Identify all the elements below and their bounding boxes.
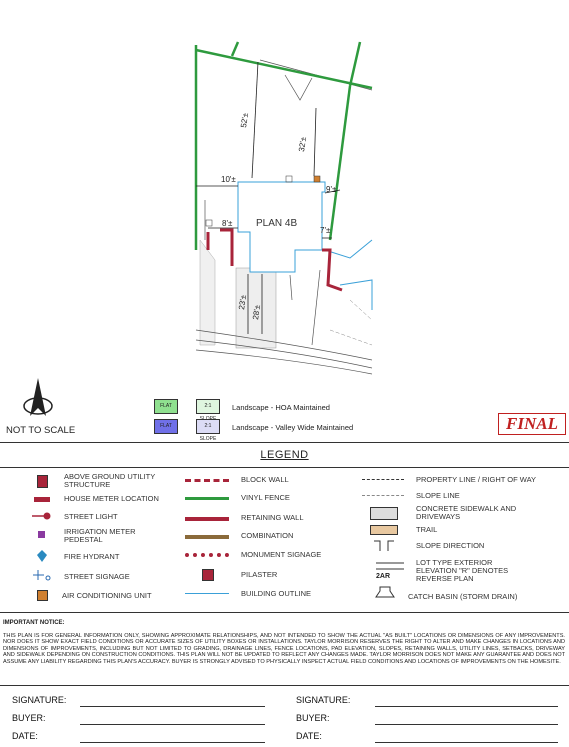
- legend-sidewalk: CONCRETE SIDEWALK AND DRIVEWAYS: [416, 504, 517, 521]
- flat-green-swatch: FLAT: [154, 399, 178, 414]
- legend-irrigation-meter: IRRIGATION METER PEDESTAL: [64, 527, 136, 544]
- legend-ac-unit: AIR CONDITIONING UNIT: [62, 591, 152, 600]
- buyer-label-2: BUYER:: [296, 713, 330, 723]
- dim-23: 23'±: [237, 294, 249, 311]
- final-stamp: FINAL: [498, 413, 566, 435]
- signature-field-2[interactable]: [375, 706, 558, 707]
- dim-10: 10'±: [221, 175, 236, 184]
- legend-title: LEGEND: [260, 449, 309, 461]
- lot-type-sample: 2AR: [376, 573, 391, 580]
- street-signage-icon: [32, 569, 54, 581]
- notice-title: IMPORTANT NOTICE:: [3, 620, 65, 626]
- legend-vinyl-fence: VINYL FENCE: [241, 493, 290, 502]
- legend-combination: COMBINATION: [241, 531, 294, 540]
- dim-28: 28'±: [251, 304, 263, 321]
- legend-house-meter: HOUSE METER LOCATION: [64, 494, 159, 503]
- legend-col-3: [360, 473, 565, 608]
- utility-structure-icon: [37, 475, 48, 488]
- divider: [0, 442, 569, 443]
- building-outline-icon: [185, 593, 229, 594]
- divider: [0, 612, 569, 613]
- slope-direction-icon: [372, 539, 396, 553]
- property-line-icon: [362, 479, 404, 480]
- date-field-2[interactable]: [375, 742, 558, 743]
- legend-catch-basin: CATCH BASIN (STORM DRAIN): [408, 592, 518, 601]
- legend-pilaster: PILASTER: [241, 570, 278, 579]
- divider: [0, 685, 569, 686]
- legend-street-light: STREET LIGHT: [64, 512, 118, 521]
- landscape-valley: Landscape - Valley Wide Maintained: [232, 423, 354, 432]
- plan-label: PLAN 4B: [256, 218, 298, 229]
- date-label-1: DATE:: [12, 731, 38, 741]
- signature-field-1[interactable]: [80, 706, 265, 707]
- house-meter-icon: [34, 497, 50, 502]
- sidewalk-icon: [370, 507, 398, 520]
- legend-block-wall: BLOCK WALL: [241, 475, 289, 484]
- legend-monument-signage: MONUMENT SIGNAGE: [241, 550, 322, 559]
- legend-street-signage: STREET SIGNAGE: [64, 572, 130, 581]
- date-field-1[interactable]: [80, 742, 265, 743]
- legend-slope-line: SLOPE LINE: [416, 491, 460, 500]
- pilaster-icon: [202, 569, 214, 581]
- legend-fire-hydrant: FIRE HYDRANT: [64, 552, 120, 561]
- utility-box: [286, 176, 292, 182]
- buyer-label-1: BUYER:: [12, 713, 46, 723]
- fire-hydrant-icon: [35, 549, 49, 563]
- flat-blue-swatch: FLAT: [154, 419, 178, 434]
- utility-box: [206, 220, 212, 226]
- slope-lines: [330, 300, 372, 345]
- legend-property-line: PROPERTY LINE / RIGHT OF WAY: [416, 475, 537, 484]
- trail-icon: [370, 525, 398, 535]
- notice-body: THIS PLAN IS FOR GENERAL INFORMATION ONLY, SHOWING APPROXIMATE RELATIONSHIPS, AND NOT INTENDED TO SHOW THE ACTUAL "AS BUILT" LOCATIONS OR DIMENSIONS OF ANY IMPROVEMENTS. NOR DOES IT SHOW EXACT FIELD CONDITIONS OR ACCURATE SIZES OF UTILITY BOXES OR INSTALLATIONS. TAYLOR MORRISON RESERVES THE RIGHT TO ALTER AND MAKE CHANGES IN LOCATIONS AND DIMENSIONS OF IMPROVEMENTS, INCLUDING BUT NOT LIMITED TO GRADING, DRAINAGE LINES, FENCE LOCATIONS, PAD ELEVATION, SLOPES, RETAINING WALLS, UTILITY LINES, SETBACKS, DRIVEWAY AND SIDEWALK DEPENDING ON CONSTRUCTION CONDITIONS. THIS PLAN WILL NOT BE UPDATED TO REFLECT ANY CHANGES MADE. TAYLOR MORRISON DOES NOT MAKE ANY GUARANTEE AND DOES NOT ASSUME ANY LIABILITY REGARDING THIS PLAN'S ACCURACY. BUYER IS STRONGLY ADVISED TO PHYSICALLY INSPECT ACTUAL FIELD CONDITIONS AND LOCATIONS OF IMPROVEMENTS ON THE HOMESITE.: [3, 633, 565, 665]
- block-wall-icon: [185, 479, 229, 482]
- buyer-field-1[interactable]: [80, 724, 265, 725]
- not-to-scale: NOT TO SCALE: [6, 425, 76, 436]
- retaining-wall-icon: [185, 517, 229, 521]
- ac-unit-legend-icon: [37, 590, 48, 601]
- divider: [0, 467, 569, 468]
- vinyl-fence-icon: [185, 497, 229, 500]
- legend-retaining-wall: RETAINING WALL: [241, 513, 304, 522]
- slope-blue-swatch: 2:1 SLOPE: [196, 419, 220, 434]
- dim-8: 8'±: [222, 219, 233, 228]
- legend-slope-direction: SLOPE DIRECTION: [416, 541, 485, 550]
- landscape-hoa: Landscape - HOA Maintained: [232, 403, 330, 412]
- street-light-icon: [32, 511, 54, 521]
- legend-trail: TRAIL: [416, 525, 438, 534]
- legend-col-2: [185, 473, 355, 608]
- dim-9: 9'±: [326, 185, 337, 194]
- dim-7: 7'±: [320, 226, 331, 235]
- slope-line-icon: [362, 495, 404, 496]
- ac-unit-icon: [314, 176, 320, 182]
- combination-icon: [185, 535, 229, 539]
- north-arrow-icon: [20, 376, 56, 420]
- catch-basin-icon: [374, 585, 396, 599]
- dim-52: 52'±: [239, 112, 251, 129]
- date-label-2: DATE:: [296, 731, 322, 741]
- irrigation-meter-icon: [38, 531, 45, 538]
- legend-utility-structure: ABOVE GROUND UTILITY STRUCTURE: [64, 472, 156, 489]
- slope-green-swatch: 2:1: [196, 399, 220, 414]
- dim-32: 32'±: [297, 136, 309, 153]
- signature-label-1: SIGNATURE:: [12, 695, 67, 705]
- monument-signage-icon: [185, 553, 229, 561]
- signature-label-2: SIGNATURE:: [296, 695, 351, 705]
- legend-building-outline: BUILDING OUTLINE: [241, 589, 312, 598]
- buyer-field-2[interactable]: [375, 724, 558, 725]
- legend-lot-type: LOT TYPE EXTERIOR ELEVATION "R" DENOTES REVERSE PLAN: [416, 558, 509, 583]
- legend-col-1: [30, 473, 190, 608]
